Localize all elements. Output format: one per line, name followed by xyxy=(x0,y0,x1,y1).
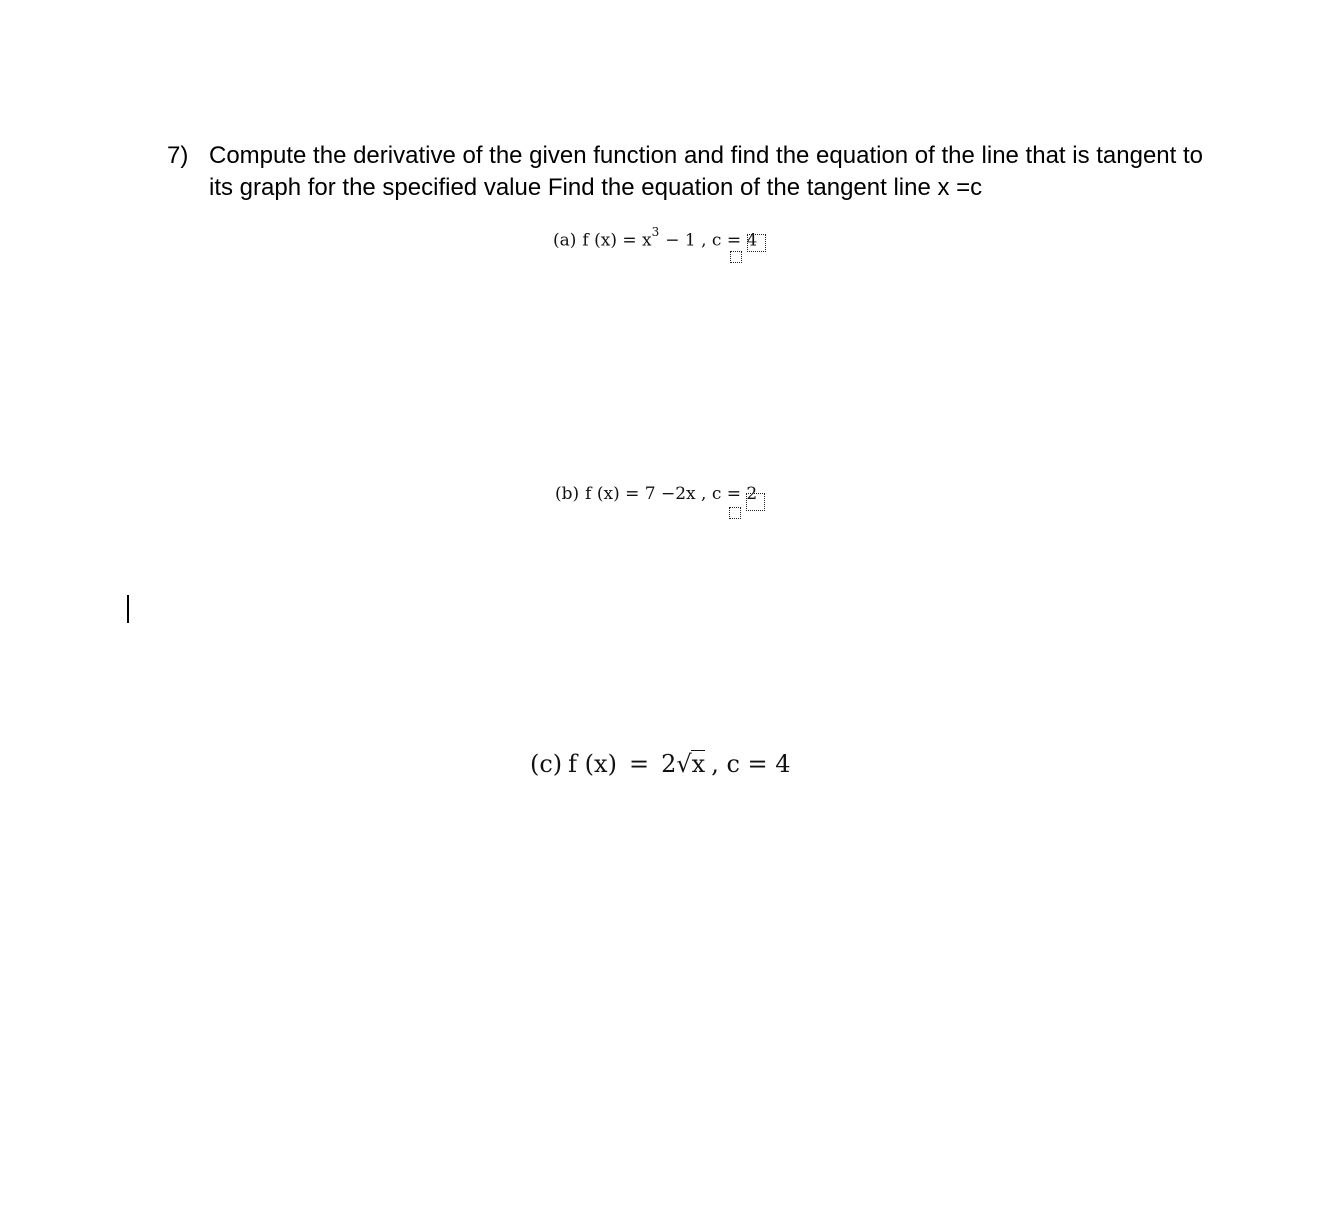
part-a-label: (a) xyxy=(553,230,577,251)
question-number: 7) xyxy=(167,142,189,169)
part-c-function: f (x) xyxy=(568,750,617,778)
part-a-exponent: 3 xyxy=(651,225,660,239)
equation-placeholder-box[interactable] xyxy=(747,234,766,252)
equation-placeholder-box[interactable] xyxy=(729,507,741,519)
part-a-function: f (x) = x xyxy=(582,230,652,251)
equation-placeholder-box[interactable] xyxy=(746,493,765,511)
equation-part-c[interactable] xyxy=(530,748,791,780)
question-text xyxy=(209,140,1209,204)
part-c-coefficient: 2 xyxy=(661,750,677,778)
text-cursor xyxy=(127,595,129,623)
question-line-1: Compute the derivative of the given function and find the equation of the line that is tangent to xyxy=(209,142,1204,169)
part-a-rest: − 1 , c = 4 xyxy=(665,230,758,251)
part-b-label: (b) xyxy=(555,484,580,504)
part-c-radicand: x xyxy=(691,750,706,778)
equation-part-b[interactable] xyxy=(555,482,757,506)
part-c-equals: = xyxy=(628,750,650,778)
part-c-label: (c) xyxy=(530,750,563,778)
question-line-2: its graph for the specified value Find the equation of the tangent line x =c xyxy=(209,174,983,201)
equation-placeholder-box[interactable] xyxy=(730,251,742,263)
sqrt-icon: √ xyxy=(676,750,692,778)
part-b-function: f (x) = 7 −2x , c = 2 xyxy=(585,484,758,504)
equation-part-a[interactable] xyxy=(553,223,757,253)
part-c-rest: , c = 4 xyxy=(711,750,791,778)
